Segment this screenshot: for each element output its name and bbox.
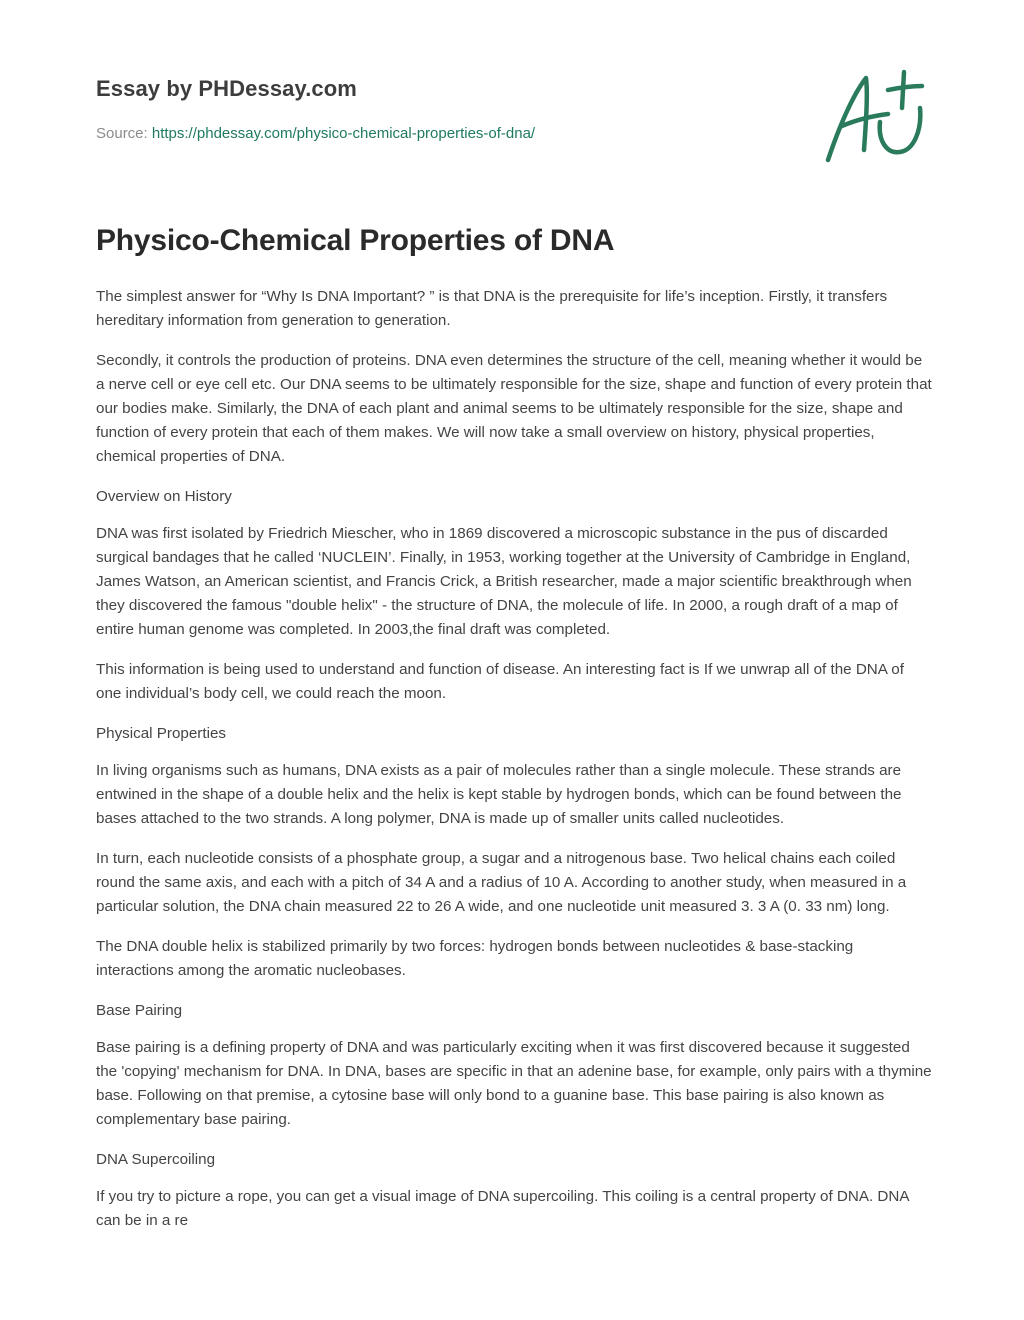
section-heading-physical-properties: Physical Properties [96, 725, 226, 742]
paragraph: In living organisms such as humans, DNA exists as a pair of molecules rather than a single molecule. These strands are entwined in the shape of a double helix and the helix is kept stable by hydrogen bonds, which can be found between the bases attached to the two strands. A long polymer, DNA is made up of smaller units called nucleotides. [96, 762, 902, 827]
paragraph: The simplest answer for “Why Is DNA Important? ” is that DNA is the prerequisite for life’s inception. Firstly, it transfers hereditary information from generation to generation. [96, 288, 888, 329]
paragraph: Secondly, it controls the production of proteins. DNA even determines the structure of the cell, meaning whether it would be a nerve cell or eye cell etc. Our DNA seems to be ultimately responsible for the size, shape and function of every protein that our bodies make. Similarly, the DNA of each plant and animal seems to be ultimately responsible for the size, shape and function of every protein that each of them makes. We will now take a small overview on history, physical properties, chemical properties of DNA. [96, 352, 932, 465]
a-plus-grade-icon [822, 64, 928, 168]
section-heading-history: Overview on History [96, 488, 232, 505]
essay-body [96, 285, 932, 1249]
paragraph: This information is being used to understand and function of disease. An interesting fact is If we unwrap all of the DNA of one individual’s body cell, we could reach the moon. [96, 661, 904, 702]
site-title: Essay by PHDessay.com [96, 76, 357, 101]
source-link[interactable]: https://phdessay.com/physico-chemical-properties-of-dna/ [151, 125, 536, 142]
source-label: Source: [96, 125, 152, 142]
essay-title: Physico-Chemical Properties of DNA [96, 224, 615, 257]
paragraph: In turn, each nucleotide consists of a phosphate group, a sugar and a nitrogenous base. Two helical chains each coiled round the same axis, and each with a pitch of 34 A and a radius of 10 A. According to another study, when measured in a particular solution, the DNA chain measured 22 to 26 A wide, and one nucleotide unit measured 3. 3 A (0. 33 nm) long. [96, 850, 907, 915]
paragraph: DNA was first isolated by Friedrich Miescher, who in 1869 discovered a microscopic substance in the pus of discarded surgical bandages that he called ‘NUCLEIN’. Finally, in 1953, working together at the University of Cambridge in England, James Watson, an American scientist, and Francis Crick, a British researcher, made a major scientific breakthrough when they discovered the famous "double helix" - the structure of DNA, the molecule of life. In 2000, a rough draft of a map of entire human genome was completed. In 2003,the final draft was completed. [96, 525, 912, 638]
source-line [96, 125, 535, 142]
section-heading-base-pairing: Base Pairing [96, 1002, 183, 1019]
paragraph: Base pairing is a defining property of DNA and was particularly exciting when it was first discovered because it suggested the 'copying' mechanism for DNA. In DNA, bases are specific in that an adenine base, for example, only pairs with a thymine base. Following on that premise, a cytosine base will only bond to a guanine base. This base pairing is also known as complementary base pairing. [96, 1039, 932, 1128]
section-heading-dna-supercoiling: DNA Supercoiling [96, 1151, 216, 1168]
paragraph: If you try to picture a rope, you can get a visual image of DNA supercoiling. This coiling is a central property of DNA. DNA can be in a re [96, 1188, 909, 1229]
paragraph: The DNA double helix is stabilized primarily by two forces: hydrogen bonds between nucleotides & base-stacking interactions among the aromatic nucleobases. [96, 938, 854, 979]
